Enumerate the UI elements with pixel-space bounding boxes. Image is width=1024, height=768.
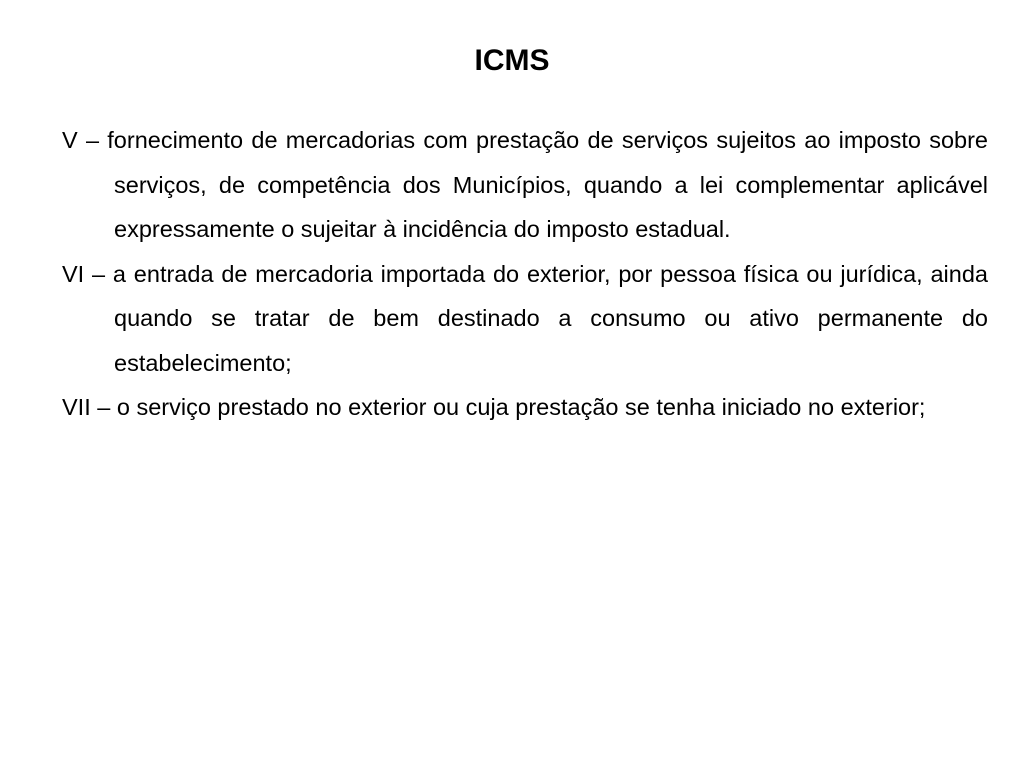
list-item-vii: VII – o serviço prestado no exterior ou cuja prestação se tenha iniciado no exterior;	[62, 394, 926, 420]
list-item-vi: VI – a entrada de mercadoria importada do exterior, por pessoa física ou jurídica, ainda quando se tratar de bem destinado a consumo ou ativo permanente do estabelecimento;	[62, 260, 988, 376]
list-item-v: V – fornecimento de mercadorias com prestação de serviços sujeitos ao imposto sobre serviços, de competência dos Municípios, quando a lei complementar aplicável expressamente o sujeitar à incidência do imposto estadual.	[62, 127, 988, 242]
slide-body	[62, 118, 988, 430]
slide-title: ICMS	[474, 44, 550, 77]
